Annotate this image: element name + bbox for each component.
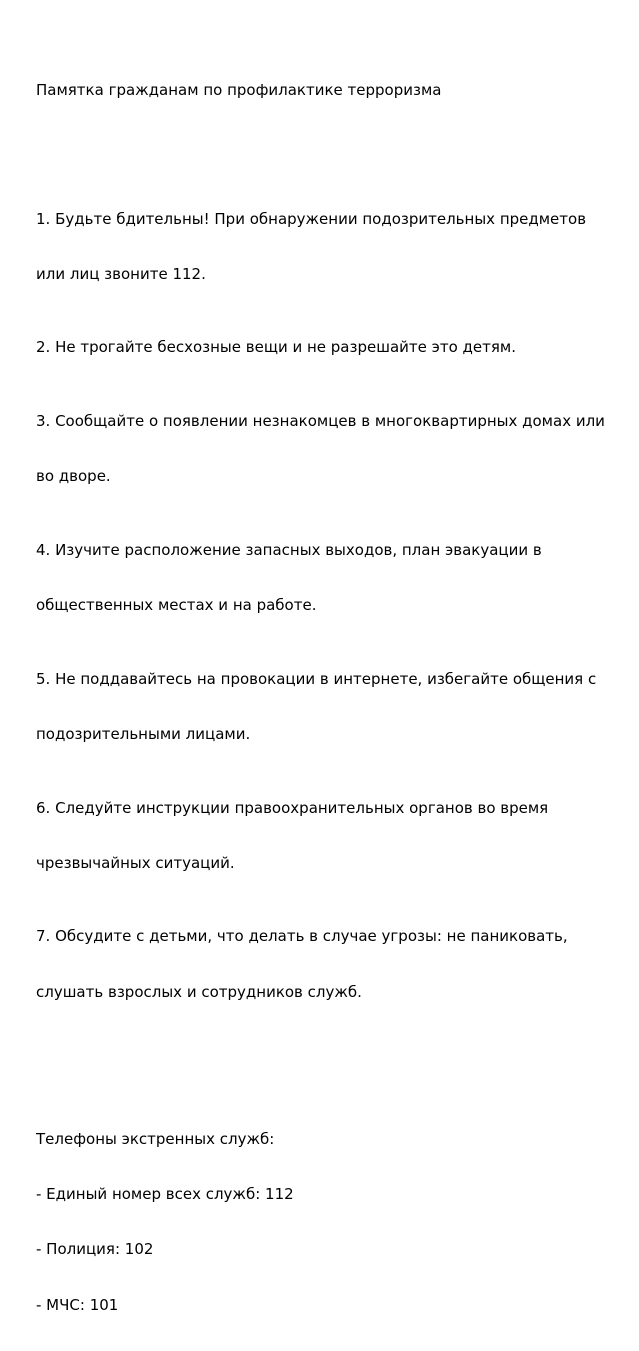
memo-item-5-line-2: подозрительными лицами. — [36, 725, 251, 744]
memo-item-4-line-2: общественных местах и на работе. — [36, 596, 317, 615]
memo-item-7-line-2: слушать взрослых и сотрудников служб. — [36, 982, 362, 1001]
spacer — [36, 1056, 639, 1074]
phone-line-unified: - Единый номер всех служб: 112 — [36, 1185, 294, 1204]
memo-item-6-line-2: чрезвычайных ситуаций. — [36, 853, 235, 872]
memo-title: Памятка гражданам по профилактике терроризма — [36, 80, 442, 99]
phone-line-emergency: - МЧС: 101 — [36, 1295, 119, 1314]
memo-item-1-line-1: 1. Будьте бдительны! При обнаружении подозрительных предметов — [36, 209, 587, 228]
memo-item-6-line-1: 6. Следуйте инструкции правоохранительных органов во время — [36, 798, 549, 817]
phone-line-police: - Полиция: 102 — [36, 1240, 154, 1259]
memo-item-7-line-1: 7. Обсудите с детьми, что делать в случае угрозы: не паниковать, — [36, 927, 568, 946]
memo-item-1-line-2: или лиц звоните 112. — [36, 264, 206, 283]
memo-item-4-line-1: 4. Изучите расположение запасных выходов, план эвакуации в — [36, 540, 542, 559]
memo-item-3-line-1: 3. Сообщайте о появлении незнакомцев в многоквартирных домах или — [36, 412, 605, 431]
memo-text — [36, 44, 639, 1351]
memo-item-5-line-1: 5. Не поддавайтесь на провокации в интернете, избегайте общения с — [36, 669, 597, 688]
phones-heading: Телефоны экстренных служб: — [36, 1129, 275, 1148]
memo-item-2-line-1: 2. Не трогайте бесхозные вещи и не разрешайте это детям. — [36, 338, 516, 357]
memo-item-3-line-2: во дворе. — [36, 467, 111, 486]
spacer — [36, 136, 639, 154]
